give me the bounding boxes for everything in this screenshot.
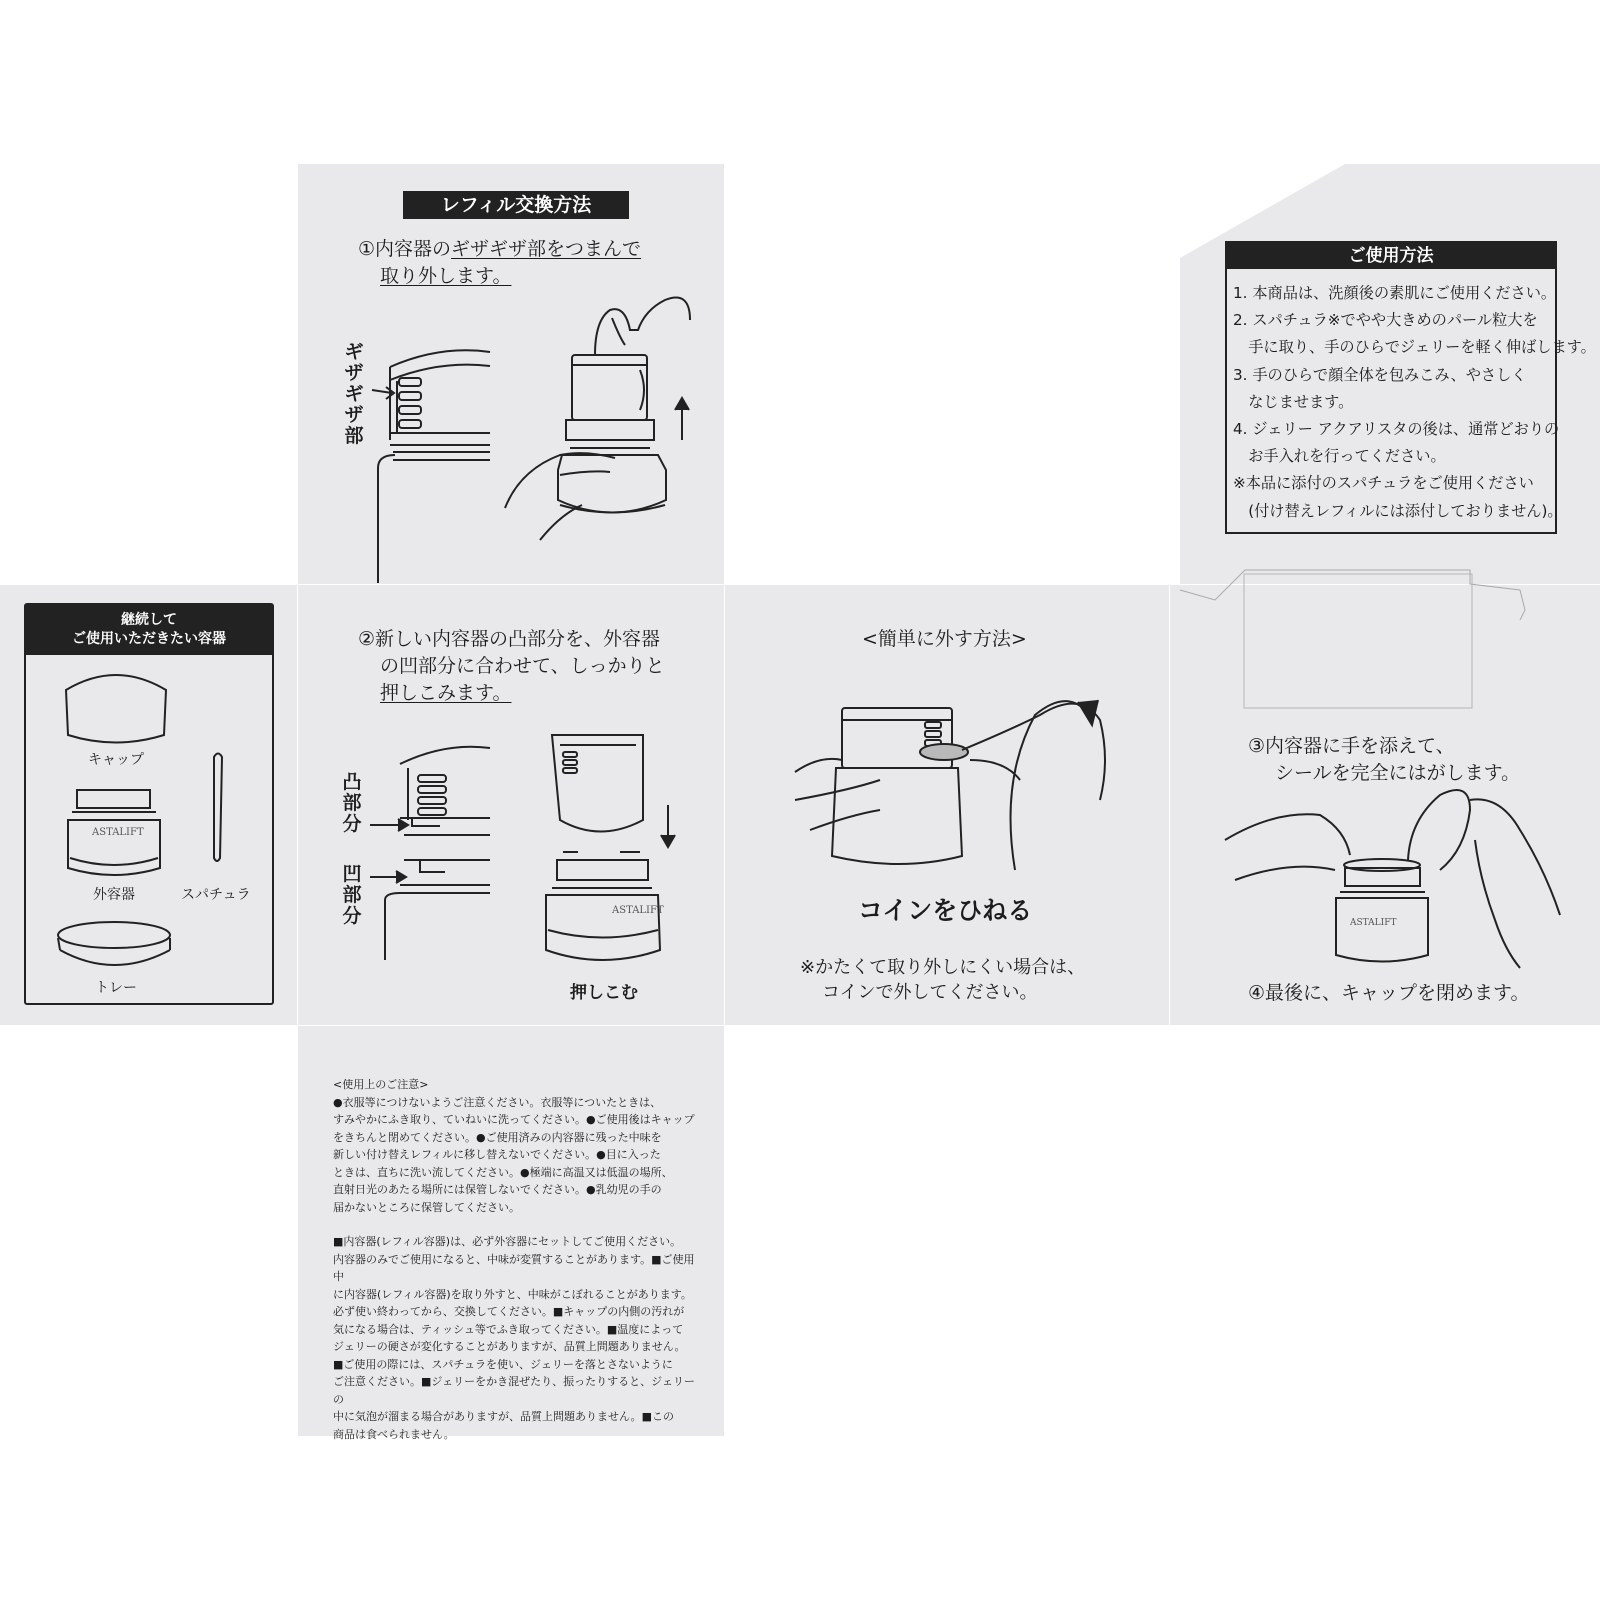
containers-header-line2: ご使用いただきたい容器 — [72, 631, 226, 647]
usage-item: 4. ジェリー アクアリスタの後は、通常どおりの — [1233, 420, 1560, 439]
caution-line: に内容器(レフィル容器)を取り外すと、中味がこぼれることがあります。 — [333, 1287, 692, 1301]
usage-item: 2. スパチュラ※でやや大きめのパール粒大を — [1233, 311, 1538, 330]
caution-line: 商品は食べられません。 — [333, 1427, 455, 1441]
easy-title: <簡単に外す方法> — [862, 628, 1027, 650]
step1-line1-underlined: ギザギザ部をつまんで — [451, 238, 642, 260]
label-cap: キャップ — [88, 752, 144, 768]
caution-line: ●衣服等につけないようご注意ください。衣服等についたときは、 — [333, 1095, 662, 1109]
label-concave: 凹部分 — [342, 863, 362, 927]
step4-text: ④最後に、キャップを閉めます。 — [1248, 982, 1530, 1004]
containers-header — [26, 605, 272, 655]
usage-item: なじませます。 — [1233, 392, 1354, 411]
usage-item: 3. 手のひらで顔全体を包みこみ、やさしく — [1233, 365, 1527, 384]
containers-header-line1: 継続して — [121, 612, 177, 628]
easy-note-line2: コインで外してください。 — [822, 982, 1038, 1003]
caution-line: 内容器のみでご使用になると、中味が変質することがあります。■ご使用中 — [333, 1252, 695, 1283]
usage-item: お手入れを行ってください。 — [1233, 447, 1446, 466]
label-convex: 凸部分 — [342, 771, 362, 835]
step1-line1-pre: ①内容器の — [358, 238, 452, 260]
step2-line2: の凹部分に合わせて、しっかりと — [380, 655, 665, 677]
usage-item: 手に取り、手のひらでジェリーを軽く伸ばします。 — [1233, 338, 1596, 357]
step3-text — [1248, 733, 1520, 787]
containers-box — [24, 603, 274, 1005]
caution-line: 気になる場合は、ティッシュ等でふき取ってください。■温度によって — [333, 1322, 684, 1336]
caution-line: をきちんと閉めてください。●ご使用済みの内容器に残った中味を — [333, 1130, 662, 1144]
caution-line: ジェリーの硬さが変化することがありますが、品質上問題ありません。 — [333, 1340, 686, 1353]
caution-line: ときは、直ちに洗い流してください。●極端に高温又は低温の場所、 — [333, 1165, 673, 1179]
label-spatula: スパチュラ — [181, 887, 251, 903]
easy-note-line1: ※かたくて取り外しにくい場合は、 — [800, 957, 1086, 978]
label-gizagiza: ギザギザ部 — [344, 341, 364, 447]
usage-item: 1. 本商品は、洗顔後の素肌にご使用ください。 — [1233, 284, 1557, 302]
step2-text — [358, 626, 665, 707]
caution-line: 新しい付け替えレフィルに移し替えないでください。●目に入った — [333, 1148, 661, 1161]
usage-list — [1233, 280, 1596, 525]
caution-line: 中に気泡が溜まる場合がありますが、品質上問題ありません。■この — [333, 1410, 675, 1423]
caution-line: ■内容器(レフィル容器)は、必ず外容器にセットしてご使用ください。 — [333, 1235, 682, 1248]
brand-mark-containers: ASTALIFT — [92, 827, 144, 838]
cautions-block — [333, 1076, 698, 1443]
usage-item: (付け替えレフィルには添付しておりません)。 — [1233, 501, 1563, 520]
step1-line2: 取り外します。 — [380, 265, 512, 287]
step2-line3: 押しこみます。 — [380, 682, 512, 704]
coin-caption: コインをひねる — [858, 896, 1033, 925]
caution-line: すみやかにふき取り、ていねいに洗ってください。●ご使用後はキャップ — [333, 1113, 695, 1126]
caution-line: 必ず使い終わってから、交換してください。■キャップの内側の汚れが — [333, 1305, 685, 1318]
refill-header: レフィル交換方法 — [403, 191, 629, 219]
caution-line: 直射日光のあたる場所には保管しないでください。●乳幼児の手の — [333, 1183, 662, 1196]
caution-line: ご注意ください。■ジェリーをかき混ぜたり、振ったりすると、ジェリーの — [333, 1375, 695, 1406]
label-outer-container: 外容器 — [93, 887, 135, 903]
usage-header: ご使用方法 — [1227, 243, 1555, 269]
label-tray: トレー — [95, 980, 137, 996]
brand-mark-step34: ASTALIFT — [1350, 918, 1397, 928]
step1-text — [358, 236, 641, 290]
step2-line1: ②新しい内容器の凸部分を、外容器 — [358, 628, 661, 650]
cautions-title: <使用上のご注意> — [333, 1078, 429, 1091]
label-push: 押しこむ — [570, 983, 638, 1003]
step3-line2: シールを完全にはがします。 — [1275, 762, 1521, 784]
usage-item: ※本品に添付のスパチュラをご使用ください — [1233, 474, 1534, 493]
caution-line: 届かないところに保管してください。 — [333, 1200, 520, 1214]
step3-line1: ③内容器に手を添えて、 — [1248, 735, 1455, 757]
easy-note — [800, 955, 1085, 1005]
brand-mark-step2: ASTALIFT — [612, 905, 664, 916]
caution-line: ■ご使用の際には、スパチュラを使い、ジェリーを落とさないように — [333, 1357, 673, 1371]
cautions-spacer — [333, 1216, 698, 1233]
